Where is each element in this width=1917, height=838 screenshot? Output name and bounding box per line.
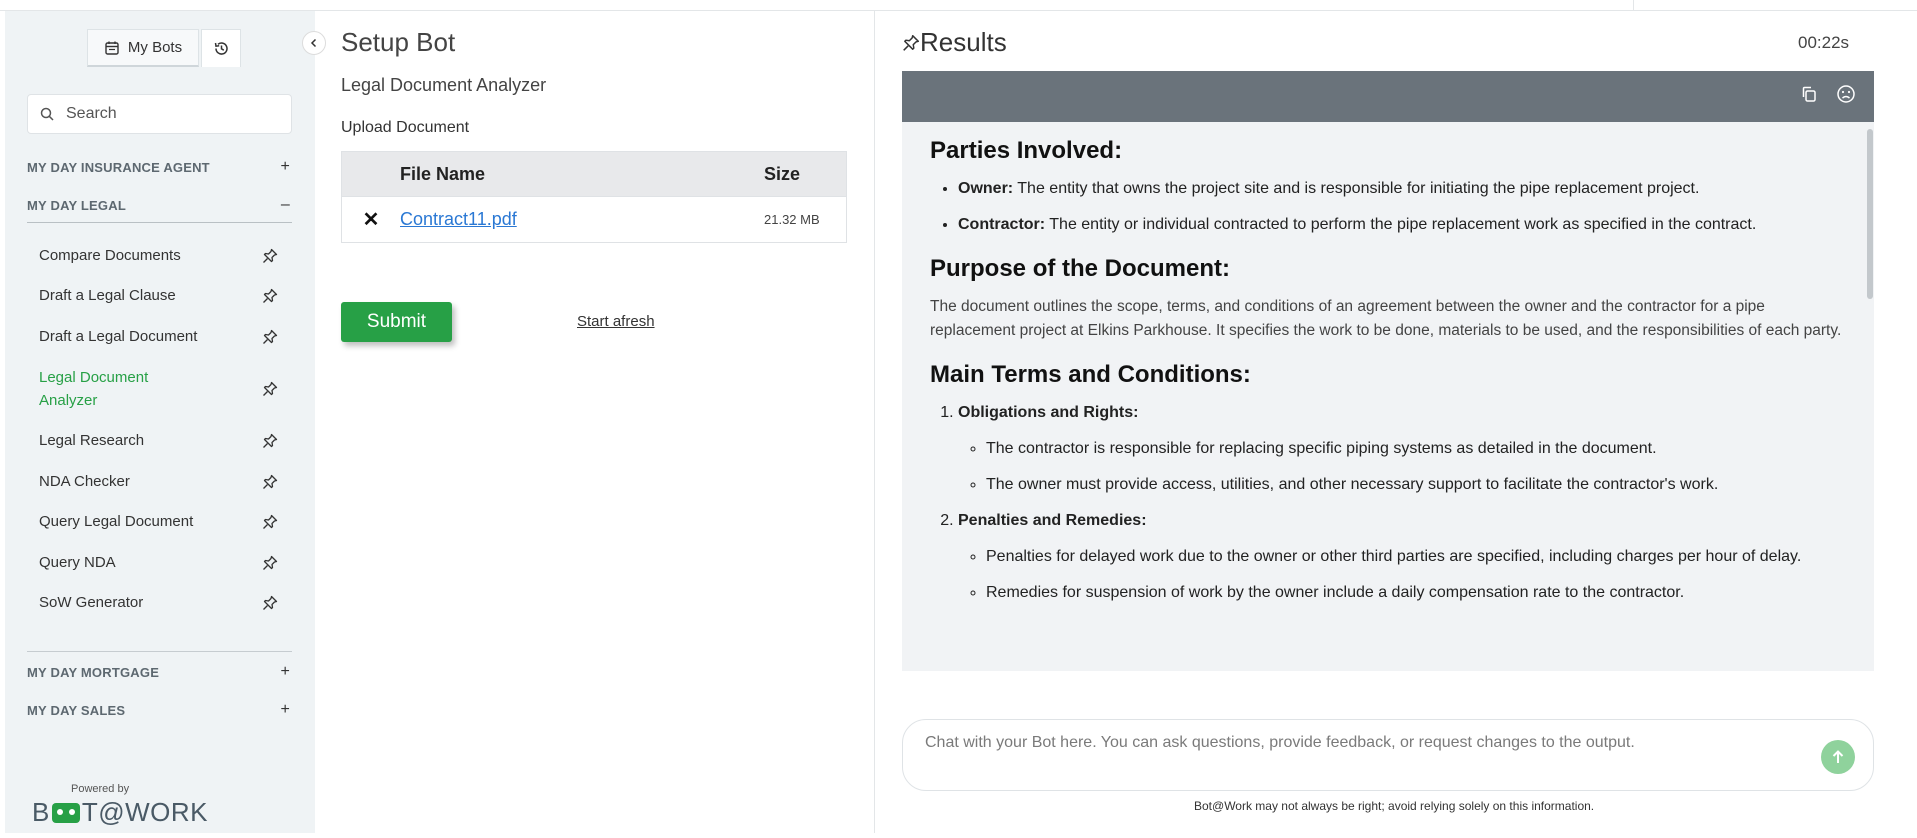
subheading: Penalties and Remedies: xyxy=(958,512,1147,529)
sidebar-item-label: SoW Generator xyxy=(39,594,144,611)
scrollbar[interactable] xyxy=(1867,129,1873,299)
pin-icon[interactable] xyxy=(261,513,279,531)
pin-icon[interactable] xyxy=(261,287,279,305)
tab-history[interactable] xyxy=(201,29,241,67)
submit-button[interactable]: Submit xyxy=(341,302,452,342)
pin-icon[interactable] xyxy=(261,328,279,346)
output-content xyxy=(930,123,1850,605)
output-box xyxy=(902,71,1874,671)
group-divider xyxy=(27,651,292,652)
tab-my-bots[interactable] xyxy=(87,29,199,67)
list-item xyxy=(958,177,1850,201)
send-button[interactable] xyxy=(1821,740,1855,774)
pin-icon[interactable] xyxy=(261,432,279,450)
sidebar-item-legal-document-analyzer[interactable] xyxy=(39,366,279,412)
bot-name: Legal Document Analyzer xyxy=(341,75,547,95)
section-heading: Purpose of the Document: xyxy=(930,255,1231,282)
start-afresh-link[interactable]: Start afresh xyxy=(577,313,655,330)
term-text: The entity that owns the project site and is responsible for initiating the pipe replacement project. xyxy=(1013,180,1700,197)
sidebar-item-nda-checker[interactable] xyxy=(39,470,279,493)
search-box xyxy=(27,94,292,134)
logo-text-right: T@WORK xyxy=(81,797,209,827)
list-item: ◦ The contractor is responsible for replacing specific piping systems as detailed in the document. xyxy=(986,437,1850,461)
sidebar-item-query-nda[interactable] xyxy=(39,551,279,574)
powered-by-label: Powered by xyxy=(71,783,130,795)
search-input[interactable] xyxy=(66,105,266,123)
sidebar-item-label: NDA Checker xyxy=(39,473,130,490)
results-panel xyxy=(876,11,1912,833)
column-file-name: File Name xyxy=(400,163,486,184)
sidebar-item-label: Compare Documents xyxy=(39,247,181,264)
file-table xyxy=(341,151,847,243)
collapse-sidebar-button[interactable] xyxy=(302,31,326,55)
expand-icon[interactable]: + xyxy=(280,701,290,718)
calendar-icon xyxy=(104,40,120,56)
term-label: Owner: xyxy=(958,180,1014,197)
file-size: 21.32 MB xyxy=(764,212,820,227)
top-bar-divider xyxy=(1633,0,1634,11)
top-bar xyxy=(0,0,1917,11)
sub-list xyxy=(986,545,1850,605)
group-my-day-insurance-agent[interactable] xyxy=(27,156,292,178)
chat-box xyxy=(902,719,1874,791)
sidebar-item-label: Legal Document Analyzer xyxy=(39,369,149,409)
sidebar-item-label: Legal Research xyxy=(39,432,145,449)
expand-icon[interactable]: + xyxy=(280,158,290,175)
sidebar-item-compare-documents[interactable] xyxy=(39,244,279,267)
sub-list xyxy=(986,437,1850,497)
section-heading: Main Terms and Conditions: xyxy=(930,361,1251,388)
search-icon xyxy=(40,107,54,121)
list-item xyxy=(958,213,1850,237)
sidebar-item-label: Query Legal Document xyxy=(39,513,194,530)
pin-icon[interactable] xyxy=(902,34,920,52)
results-title-text: Results xyxy=(920,27,1007,57)
pin-icon[interactable] xyxy=(261,247,279,265)
botwork-logo xyxy=(32,797,208,828)
group-label: MY DAY INSURANCE AGENT xyxy=(27,159,210,175)
list-item: ◦ The owner must provide access, utilities, and other necessary support to facilitate the contractor's work. xyxy=(986,473,1850,497)
setup-panel xyxy=(315,11,875,833)
parties-list xyxy=(958,177,1850,237)
output-toolbar xyxy=(902,71,1874,122)
history-icon xyxy=(213,40,230,57)
sidebar-item-draft-legal-document[interactable] xyxy=(39,325,279,348)
elapsed-timer: 00:22s xyxy=(1798,33,1850,52)
group-my-day-mortgage[interactable] xyxy=(27,661,292,683)
group-divider xyxy=(27,222,292,223)
pin-icon[interactable] xyxy=(261,594,279,612)
expand-icon[interactable]: + xyxy=(280,663,290,680)
term-text: The entity or individual contracted to perform the pipe replacement work as specified in the contract. xyxy=(1045,216,1757,233)
page-title: Setup Bot xyxy=(341,27,456,57)
disclaimer-text: Bot@Work may not always be right; avoid relying solely on this information. xyxy=(1194,799,1595,813)
group-my-day-legal[interactable] xyxy=(27,194,292,216)
group-label: MY DAY SALES xyxy=(27,702,126,718)
file-link[interactable]: Contract11.pdf xyxy=(400,209,517,229)
logo-robot-icon xyxy=(52,803,80,823)
sad-face-icon[interactable] xyxy=(1836,84,1856,109)
term-label: Contractor: xyxy=(958,216,1046,233)
pin-icon[interactable] xyxy=(261,473,279,491)
results-title xyxy=(902,27,1007,58)
sidebar xyxy=(5,11,315,833)
chevron-left-icon xyxy=(309,38,319,48)
sidebar-item-sow-generator[interactable] xyxy=(39,591,279,614)
remove-file-icon[interactable]: ✕ xyxy=(362,209,380,231)
chat-input[interactable] xyxy=(925,734,1805,752)
sidebar-item-label: Draft a Legal Document xyxy=(39,328,198,345)
list-item xyxy=(958,509,1850,605)
sidebar-item-legal-research[interactable] xyxy=(39,429,279,452)
list-item: ◦ Remedies for suspension of work by the owner include a daily compensation rate to the contractor. xyxy=(986,581,1850,605)
pin-icon[interactable] xyxy=(261,380,279,398)
group-label: MY DAY LEGAL xyxy=(27,197,126,213)
section-heading: Parties Involved: xyxy=(930,137,1123,164)
sidebar-item-label: Draft a Legal Clause xyxy=(39,287,176,304)
terms-list xyxy=(958,401,1850,605)
sidebar-tabs xyxy=(87,29,241,67)
sidebar-item-query-legal-document[interactable] xyxy=(39,510,279,533)
file-table-header xyxy=(342,152,846,197)
sidebar-item-label: Query NDA xyxy=(39,554,116,571)
group-label: MY DAY MORTGAGE xyxy=(27,664,160,680)
column-size: Size xyxy=(764,163,801,184)
tab-my-bots-label: My Bots xyxy=(127,39,183,56)
logo-text-left: B xyxy=(32,797,50,827)
copy-icon[interactable] xyxy=(1800,85,1818,108)
list-item: ◦ Penalties for delayed work due to the owner or other third parties are specified, including charges per hour of delay. xyxy=(986,545,1850,569)
sidebar-item-draft-legal-clause[interactable] xyxy=(39,284,279,307)
list-item xyxy=(958,401,1850,497)
pin-icon[interactable] xyxy=(261,554,279,572)
collapse-icon[interactable]: – xyxy=(280,196,290,213)
group-my-day-sales[interactable] xyxy=(27,699,292,721)
upload-document-label: Upload Document xyxy=(341,119,470,136)
paragraph: The document outlines the scope, terms, and conditions of an agreement between the owner and the contractor for a pipe replacement project at Elkins Parkhouse. It specifies the work to be done, materials to be used, and the responsibilities of each party. xyxy=(930,298,1842,339)
table-row xyxy=(342,197,846,242)
arrow-up-icon xyxy=(1831,749,1845,765)
subheading: Obligations and Rights: xyxy=(958,404,1139,421)
